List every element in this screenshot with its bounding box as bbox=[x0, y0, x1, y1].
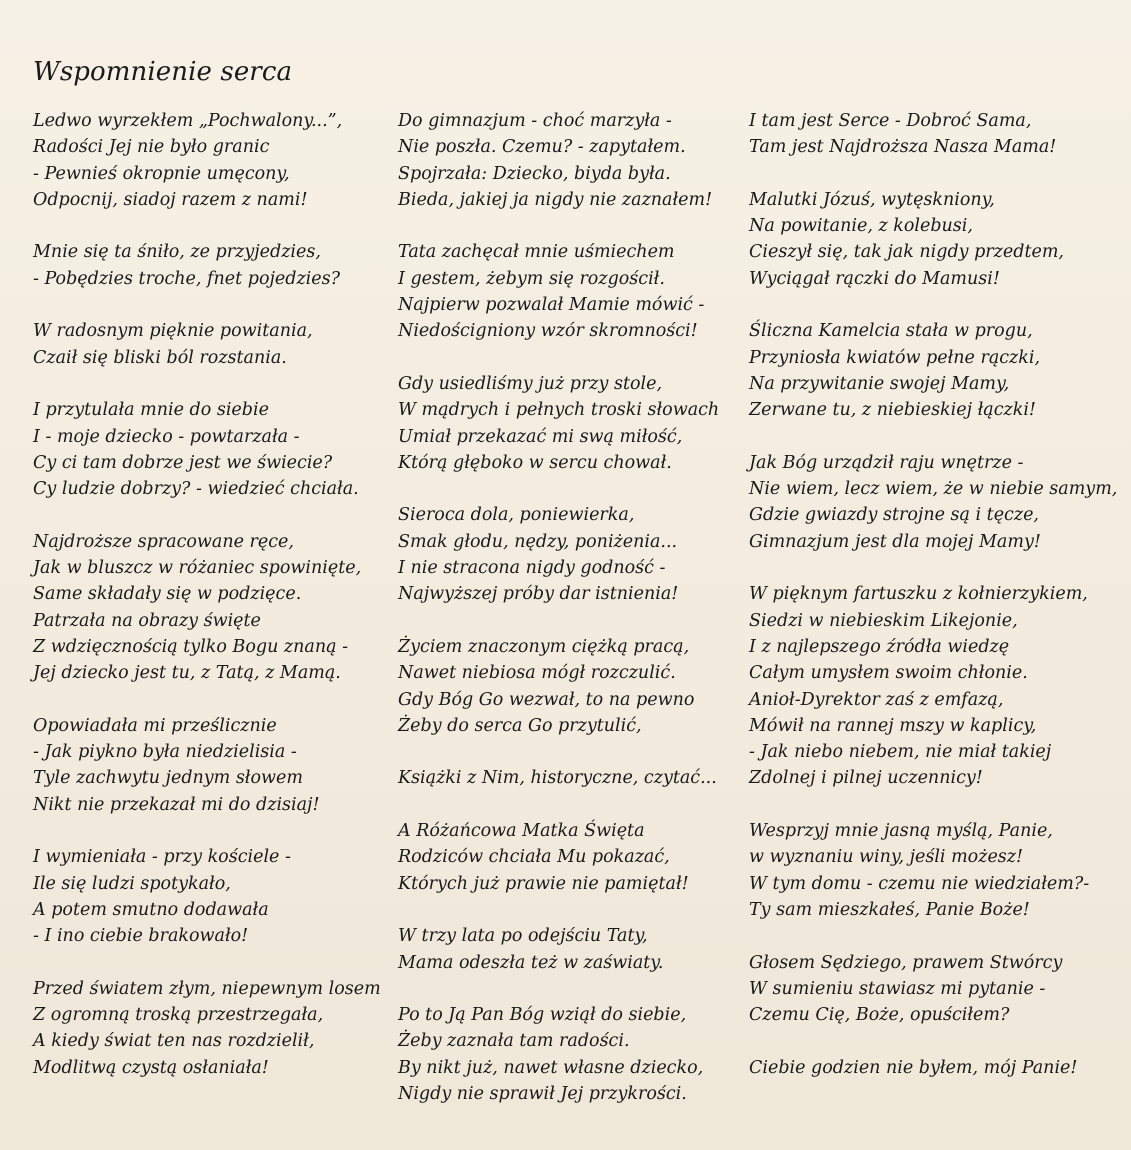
verse-line: Czemu Cię, Boże, opuściłem? bbox=[749, 1005, 1010, 1026]
verse-line: Żeby do serca Go przytulić, bbox=[398, 715, 642, 736]
verse-line: Anioł-Dyrektor zaś z emfazą, bbox=[749, 689, 1004, 710]
stanza bbox=[398, 765, 743, 791]
verse-line: - Jak niebo niebem, nie miał takiej bbox=[749, 742, 1052, 763]
verse-line: Sieroca dola, poniewierka, bbox=[398, 505, 635, 526]
verse-line: Cy ludzie dobrzy? - wiedzieć chciała. bbox=[33, 479, 359, 500]
verse-line: Modlitwą czystą osłaniała! bbox=[33, 1057, 269, 1078]
verse-line: W trzy lata po odejściu Taty, bbox=[398, 926, 648, 947]
poem-title: Wspomnienie serca bbox=[33, 57, 293, 87]
verse-line: Ty sam mieszkałeś, Panie Boże! bbox=[749, 899, 1030, 920]
verse-line: I przytulała mnie do siebie bbox=[33, 400, 269, 421]
stanza bbox=[749, 1055, 1124, 1081]
verse-line: Po to Ją Pan Bóg wziął do siebie, bbox=[398, 1005, 687, 1026]
stanza bbox=[398, 923, 743, 976]
stanza bbox=[33, 844, 383, 949]
verse-line: Siedzi w niebieskim Likejonie, bbox=[749, 610, 1018, 631]
verse-line: Zerwane tu, z niebieskiej łączki! bbox=[749, 400, 1036, 421]
verse-line: Nikt nie przekazał mi do dzisiaj! bbox=[33, 794, 320, 815]
stanza bbox=[33, 713, 383, 818]
verse-line: Zdolnej i pilnej uczennicy! bbox=[749, 768, 983, 789]
verse-line: Tam jest Najdroższa Nasza Mama! bbox=[749, 137, 1057, 158]
verse-line: W mądrych i pełnych troski słowach bbox=[398, 400, 720, 421]
verse-line: - I ino ciebie brakowało! bbox=[33, 926, 249, 947]
poem-column-3 bbox=[749, 108, 1124, 1107]
verse-line: Życiem znaczonym ciężką pracą, bbox=[398, 636, 690, 657]
verse-line: Opowiadała mi prześlicznie bbox=[33, 715, 277, 736]
verse-line: Mówił na rannej mszy w kaplicy, bbox=[749, 715, 1037, 736]
stanza bbox=[749, 581, 1124, 791]
stanza bbox=[33, 318, 383, 371]
verse-line: Na powitanie, z kolebusi, bbox=[749, 216, 973, 237]
verse-line: Patrzała na obrazy święte bbox=[33, 610, 261, 631]
verse-line: Głosem Sędziego, prawem Stwórcy bbox=[749, 952, 1063, 973]
poem-column-1 bbox=[33, 108, 383, 1107]
verse-line: Mnie się ta śniło, ze przyjedzies, bbox=[33, 242, 321, 263]
verse-line: Jak w bluszcz w różaniec spowinięte, bbox=[33, 558, 362, 579]
verse-line: Najwyższej próby dar istnienia! bbox=[398, 584, 679, 605]
stanza bbox=[398, 371, 743, 476]
verse-line: Najpierw pozwalał Mamie mówić - bbox=[398, 295, 705, 316]
verse-line: Z ogromną troską przestrzegała, bbox=[33, 1005, 324, 1026]
verse-line: W pięknym fartuszku z kołnierzykiem, bbox=[749, 584, 1088, 605]
verse-line: Tata zachęcał mnie uśmiechem bbox=[398, 242, 675, 263]
verse-line: - Pewnieś okropnie umęcony, bbox=[33, 163, 290, 184]
verse-line: Same składały się w podzięce. bbox=[33, 584, 302, 605]
verse-line: - Pobędzies troche, fnet pojedzies? bbox=[33, 268, 341, 289]
verse-line: Tyle zachwytu jednym słowem bbox=[33, 768, 303, 789]
verse-line: Odpocnij, siadoj razem z nami! bbox=[33, 189, 308, 210]
verse-line: Ledwo wyrzekłem „Pochwalony...”, bbox=[33, 111, 343, 131]
verse-line: Mama odeszła też w zaświaty. bbox=[398, 952, 664, 973]
verse-line: Nie poszła. Czemu? - zapytałem. bbox=[398, 137, 686, 158]
stanza bbox=[398, 818, 743, 897]
verse-line: I tam jest Serce - Dobroć Sama, bbox=[749, 111, 1032, 131]
verse-line: Całym umysłem swoim chłonie. bbox=[749, 663, 1028, 684]
verse-line: Książki z Nim, historyczne, czytać... bbox=[398, 768, 717, 789]
stanza bbox=[33, 239, 383, 292]
poem-column-2 bbox=[398, 108, 743, 1134]
stanza bbox=[749, 950, 1124, 1029]
verse-line: w wyznaniu winy, jeśli możesz! bbox=[749, 847, 1024, 868]
stanza bbox=[398, 1002, 743, 1107]
verse-line: Którą głęboko w sercu chował. bbox=[398, 452, 672, 473]
verse-line: Czaił się bliski ból rozstania. bbox=[33, 347, 287, 368]
verse-line: - Jak piykno była niedzielisia - bbox=[33, 742, 297, 763]
stanza bbox=[749, 318, 1124, 423]
stanza bbox=[398, 502, 743, 607]
verse-line: A potem smutno dodawała bbox=[33, 899, 269, 920]
verse-line: A Różańcowa Matka Święta bbox=[398, 821, 645, 842]
verse-line: Najdroższe spracowane ręce, bbox=[33, 531, 294, 552]
stanza bbox=[398, 108, 743, 213]
stanza bbox=[749, 818, 1124, 923]
verse-line: I wymieniała - przy kościele - bbox=[33, 847, 291, 868]
stanza bbox=[33, 108, 383, 213]
verse-line: Nigdy nie sprawił Jej przykrości. bbox=[398, 1083, 687, 1104]
verse-line: A kiedy świat ten nas rozdzielił, bbox=[33, 1031, 315, 1052]
verse-line: Z wdzięcznością tylko Bogu znaną - bbox=[33, 636, 349, 657]
verse-line: Wesprzyj mnie jasną myślą, Panie, bbox=[749, 821, 1053, 842]
verse-line: W tym domu - czemu nie wiedziałem?- bbox=[749, 873, 1090, 894]
verse-line: Smak głodu, nędzy, poniżenia... bbox=[398, 531, 678, 552]
verse-line: Wyciągał rączki do Mamusi! bbox=[749, 268, 1000, 289]
verse-line: Bieda, jakiej ja nigdy nie zaznałem! bbox=[398, 189, 713, 210]
verse-line: Śliczna Kamelcia stała w progu, bbox=[749, 321, 1033, 342]
verse-line: Do gimnazjum - choć marzyła - bbox=[398, 111, 672, 131]
verse-line: Których już prawie nie pamiętał! bbox=[398, 873, 689, 894]
verse-line: Malutki Józuś, wytęskniony, bbox=[749, 189, 995, 210]
stanza bbox=[398, 634, 743, 739]
verse-line: Cy ci tam dobrze jest we świecie? bbox=[33, 452, 333, 473]
verse-line: I nie stracona nigdy godność - bbox=[398, 558, 666, 579]
verse-line: By nikt już, nawet własne dziecko, bbox=[398, 1057, 704, 1078]
verse-line: Jak Bóg urządził raju wnętrze - bbox=[749, 452, 1024, 473]
stanza bbox=[33, 529, 383, 687]
verse-line: Jej dziecko jest tu, z Tatą, z Mamą. bbox=[33, 663, 341, 684]
verse-line: Niedościgniony wzór skromności! bbox=[398, 321, 698, 342]
stanza bbox=[33, 397, 383, 502]
stanza bbox=[398, 239, 743, 344]
verse-line: Gdzie gwiazdy strojne są i tęcze, bbox=[749, 505, 1039, 526]
verse-line: I - moje dziecko - powtarzała - bbox=[33, 426, 300, 447]
stanza bbox=[749, 187, 1124, 292]
verse-line: Spojrzała: Dziecko, biyda była. bbox=[398, 163, 671, 184]
verse-line: W sumieniu stawiasz mi pytanie - bbox=[749, 978, 1046, 999]
verse-line: Rodziców chciała Mu pokazać, bbox=[398, 847, 670, 868]
verse-line: Gimnazjum jest dla mojej Mamy! bbox=[749, 531, 1041, 552]
verse-line: Przyniosła kwiatów pełne rączki, bbox=[749, 347, 1041, 368]
stanza bbox=[33, 976, 383, 1081]
verse-line: I gestem, żebym się rozgościł. bbox=[398, 268, 665, 289]
verse-line: Gdy usiedliśmy już przy stole, bbox=[398, 373, 663, 394]
verse-line: W radosnym pięknie powitania, bbox=[33, 321, 313, 342]
verse-line: Gdy Bóg Go wezwał, to na pewno bbox=[398, 689, 695, 710]
verse-line: Umiał przekazać mi swą miłość, bbox=[398, 426, 683, 447]
stanza bbox=[749, 450, 1124, 555]
verse-line: Nawet niebiosa mógł rozczulić. bbox=[398, 663, 676, 684]
verse-line: Cieszył się, tak jak nigdy przedtem, bbox=[749, 242, 1064, 263]
verse-line: Na przywitanie swojej Mamy, bbox=[749, 373, 1010, 394]
verse-line: Nie wiem, lecz wiem, że w niebie samym, bbox=[749, 479, 1118, 500]
verse-line: I z najlepszego źródła wiedzę bbox=[749, 636, 1010, 657]
verse-line: Radości Jej nie było granic bbox=[33, 137, 270, 158]
stanza bbox=[749, 108, 1124, 161]
verse-line: Ciebie godzien nie byłem, mój Panie! bbox=[749, 1057, 1078, 1078]
verse-line: Żeby zaznała tam radości. bbox=[398, 1031, 630, 1052]
verse-line: Przed światem złym, niepewnym losem bbox=[33, 978, 381, 999]
verse-line: Ile się ludzi spotykało, bbox=[33, 873, 231, 894]
